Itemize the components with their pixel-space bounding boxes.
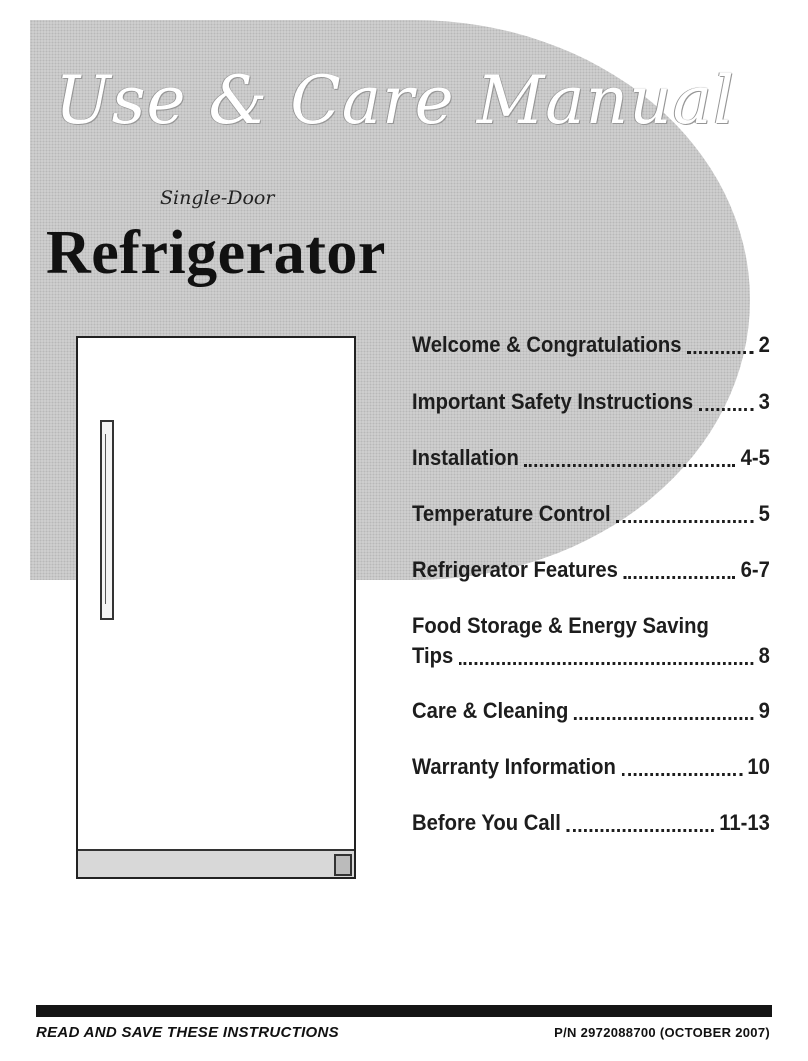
toc-label: Welcome & Congratulations <box>412 332 682 357</box>
toc-page: 3 <box>758 389 770 414</box>
toc-page: 6-7 <box>740 557 770 582</box>
toc-leader <box>621 773 741 776</box>
toc-label: Refrigerator Features <box>412 557 618 582</box>
toc-item-food-storage[interactable] <box>412 611 770 671</box>
toc-label: Installation <box>412 445 519 470</box>
toc-leader <box>574 717 753 720</box>
toc-leader <box>524 464 735 467</box>
footer-part-number: P/N 2972088700 (OCTOBER 2007) <box>554 1025 770 1040</box>
toc-page: 4-5 <box>740 445 770 470</box>
toc-label: Food Storage & Energy Saving <box>412 613 709 638</box>
toc-item-features[interactable] <box>412 555 770 585</box>
toc-label: Important Safety Instructions <box>412 389 694 414</box>
toc-label: Warranty Information <box>412 754 616 779</box>
door-handle-icon <box>100 420 114 620</box>
toc-leader <box>687 351 753 354</box>
toc-page: 5 <box>758 501 770 526</box>
toc-page: 11-13 <box>719 810 770 835</box>
product-title: Refrigerator <box>46 219 386 287</box>
toc-page: 8 <box>758 643 770 668</box>
toc-label: Before You Call <box>412 810 561 835</box>
toc-leader <box>623 576 735 579</box>
toc-label: Temperature Control <box>412 501 611 526</box>
toc-item-installation[interactable] <box>412 443 770 473</box>
toc-label: Care & Cleaning <box>412 698 569 723</box>
toc-item-care-cleaning[interactable] <box>412 696 770 726</box>
toc-item-before-you-call[interactable] <box>412 808 770 838</box>
refrigerator-base <box>78 849 354 877</box>
toc-item-welcome[interactable] <box>412 330 770 360</box>
footer-instructions: READ AND SAVE THESE INSTRUCTIONS <box>36 1024 339 1041</box>
toc-item-warranty[interactable] <box>412 752 770 782</box>
toc-leader <box>566 829 713 832</box>
footer-divider <box>36 1005 772 1017</box>
toc-label-line2: Tips <box>412 643 454 668</box>
toc-page: 2 <box>758 332 770 357</box>
toc-page: 9 <box>758 698 770 723</box>
toc-leader <box>616 520 753 523</box>
manual-title: Use & Care Manual <box>55 62 736 139</box>
toc-item-safety[interactable] <box>412 387 770 417</box>
toc-page: 10 <box>747 754 770 779</box>
toc-leader <box>699 408 753 411</box>
toc-item-temperature[interactable] <box>412 499 770 529</box>
product-subtitle: Single-Door <box>160 187 275 209</box>
leveling-foot-icon <box>334 854 352 876</box>
toc-leader <box>459 662 753 665</box>
refrigerator-illustration <box>76 336 356 879</box>
